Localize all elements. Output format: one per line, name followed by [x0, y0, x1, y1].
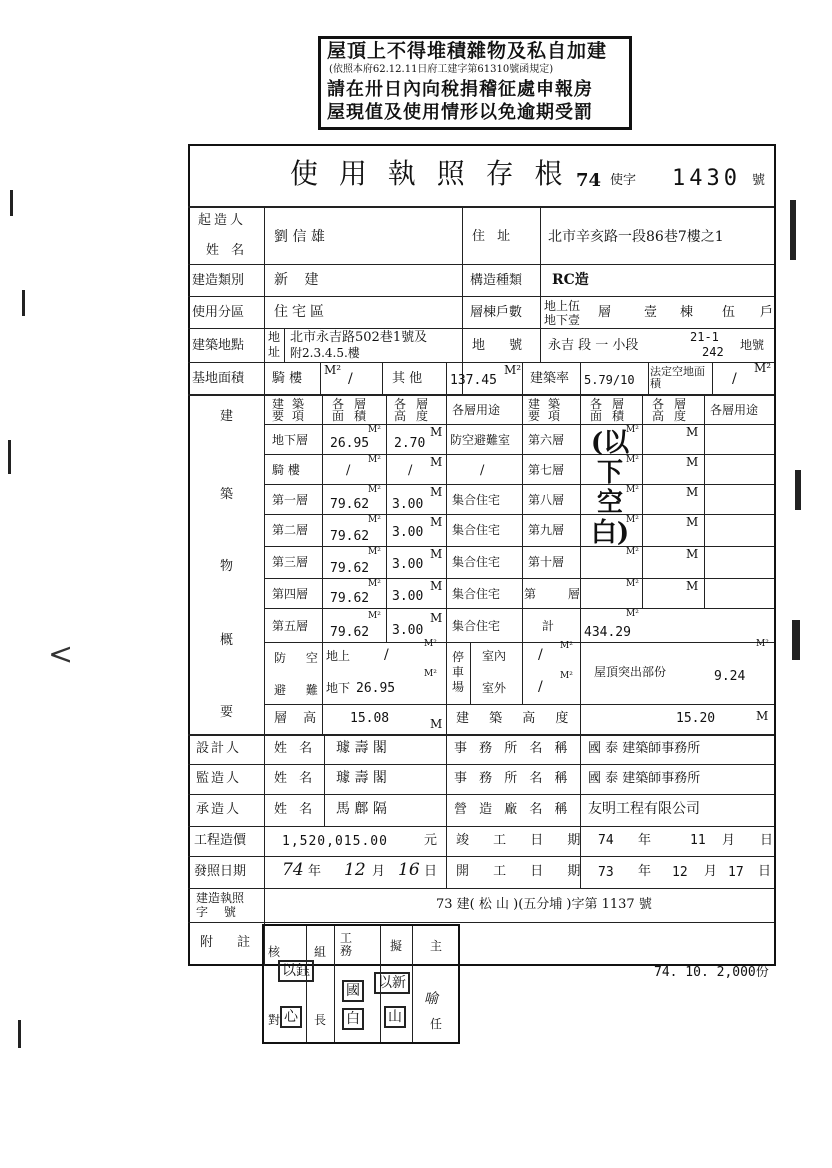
permit-ref-label-bottom: 字 號: [196, 905, 242, 919]
issue-year: 74: [282, 860, 304, 880]
completion-label: 竣 工 日 期: [456, 833, 591, 848]
shelter-label-top: 防 空: [274, 651, 326, 665]
floor-name: 地下層: [272, 433, 309, 447]
storey-label: 層 高: [274, 711, 323, 726]
issue-label: 發照日期: [194, 864, 247, 879]
unit: M²: [626, 547, 639, 557]
start-day-unit: 日: [758, 864, 772, 879]
building-height-label: 建 築 高 度: [456, 711, 577, 726]
designer-office-label: 事 務 所 名 稱: [454, 741, 572, 756]
shelter-below-label: 地下: [326, 681, 351, 695]
floor-name-right: 第八層: [528, 493, 565, 507]
scan-mark: [795, 470, 801, 510]
other-label: 其 他: [392, 371, 423, 386]
col-height-right: 各層高度: [652, 397, 697, 423]
approval-check-label: 核: [268, 945, 281, 959]
floor-area-unit: M²: [368, 515, 381, 525]
building-height-value: 15.20: [676, 711, 716, 726]
shelter-above-unit: M²: [424, 639, 437, 649]
unit: M²: [626, 455, 639, 465]
chief-seal-2: 白: [342, 1008, 364, 1030]
completion-day-unit: 日: [760, 833, 774, 848]
owner-name: 劉 信 雄: [274, 229, 325, 245]
floor-height: 3.00: [392, 525, 424, 540]
floor-height: 3.00: [392, 557, 424, 572]
parking-outdoor-unit: M²: [560, 671, 573, 681]
reviewer-seal-2: 心: [280, 1006, 302, 1028]
address-label: 住 址: [472, 229, 515, 244]
floor-use: /: [480, 463, 485, 478]
floor-height-unit: M: [430, 515, 443, 529]
unit: M²: [626, 515, 639, 525]
lot-suffix: 地號: [740, 338, 765, 352]
floor-height-unit: M: [430, 425, 443, 439]
unit: M: [686, 579, 699, 593]
household-count: 伍: [722, 305, 736, 320]
site-sub-top: 地: [268, 330, 281, 344]
unit: M²: [626, 609, 639, 619]
designer-name-label: 姓 名: [274, 741, 317, 756]
supervisor-name: 璩 壽 閣: [336, 770, 387, 786]
start-label: 開 工 日 期: [456, 864, 591, 879]
floor-area: 79.62: [330, 561, 370, 576]
floors-label: 層棟戶數: [470, 305, 523, 320]
approval-head-label-2: 任: [430, 1017, 443, 1031]
storey-unit: M: [430, 717, 443, 731]
unit: M: [686, 485, 699, 499]
roof-unit: M²: [756, 639, 769, 649]
col-item-left: 建築要項: [272, 397, 313, 423]
building-label-3: 物: [220, 559, 234, 574]
shelter-below-unit: M²: [424, 669, 437, 679]
structure-label: 構造種類: [470, 273, 523, 288]
owner-label-bottom: 姓 名: [206, 243, 249, 258]
scan-mark: [8, 440, 11, 474]
scan-mark: [18, 1020, 21, 1048]
col-use-left: 各層用途: [452, 403, 501, 417]
scan-mark: [792, 620, 800, 660]
contractor-name: 馬 鄜 隔: [336, 801, 387, 817]
parking-indoor-label: 室內: [482, 649, 507, 663]
col-use-right: 各層用途: [710, 403, 759, 417]
floor-height-unit: M: [430, 611, 443, 625]
floor-area-unit: M²: [368, 425, 381, 435]
col-area-left: 各層面積: [332, 397, 377, 423]
site-address-1: 北市永吉路502巷1號及: [290, 330, 428, 345]
floor-name: 第二層: [272, 523, 309, 537]
approval-group-label: 組: [314, 945, 327, 959]
unit: M: [686, 547, 699, 561]
designer-name: 璩 壽 閣: [336, 740, 387, 756]
building-label-2: 築: [220, 487, 234, 502]
completion-month-unit: 月: [722, 833, 736, 848]
unit: M²: [626, 579, 639, 589]
coverage-label: 建築率: [530, 371, 570, 386]
legal-open-value: /: [732, 371, 737, 387]
floor-area: 79.62: [330, 497, 370, 512]
issue-month: 12: [344, 860, 366, 880]
shelter-below-value: 26.95: [356, 681, 396, 696]
floor-height-unit: M: [430, 579, 443, 593]
issue-day-unit: 日: [424, 864, 438, 879]
floor-name: 騎 樓: [272, 463, 300, 477]
contractor-label: 承造人: [196, 802, 242, 817]
reviewer-seal: 以鈺: [278, 960, 314, 982]
lot-number-1: 21-1: [690, 330, 719, 344]
floor-area: 79.62: [330, 529, 370, 544]
arcade-value: /: [348, 371, 353, 387]
designer-office: 國 泰 建築師事務所: [588, 741, 701, 756]
floor-use: 集合住宅: [452, 587, 501, 601]
lot-section: 永吉 段 一 小段: [548, 338, 639, 353]
floor-height-unit: M: [430, 547, 443, 561]
other-unit: M²: [504, 363, 522, 377]
floor-area-unit: M²: [368, 579, 381, 589]
floor-height-unit: M: [430, 455, 443, 469]
floor-area: /: [346, 463, 351, 478]
building-label-5: 要: [220, 705, 234, 720]
other-value: 137.45: [450, 373, 497, 388]
floor-height: 3.00: [392, 589, 424, 604]
site-label: 建築地點: [192, 338, 245, 353]
start-year-unit: 年: [638, 864, 652, 879]
floor-name-right: 計: [542, 619, 555, 633]
floor-area: 26.95: [330, 436, 370, 451]
floor-name-right: 第九層: [528, 523, 565, 537]
storey-value: 15.08: [350, 711, 390, 726]
completion-year-unit: 年: [638, 833, 652, 848]
drafter-seal-2: 山: [384, 1006, 406, 1028]
start-day: 17: [728, 865, 744, 880]
building-count: 壹: [644, 305, 658, 320]
floor-use: 集合住宅: [452, 523, 501, 537]
notice-line-4: 屋現值及使用情形以免逾期受罰: [327, 102, 593, 123]
building-height-unit: M: [756, 709, 769, 723]
floor-area: 79.62: [330, 591, 370, 606]
floor-use: 集合住宅: [452, 555, 501, 569]
area-label: 基地面積: [192, 371, 245, 386]
cost-value: 1,520,015.00: [282, 834, 388, 849]
zone-label: 使用分區: [192, 305, 245, 320]
drafter-seal: 以新: [374, 972, 410, 994]
supervisor-name-label: 姓 名: [274, 771, 317, 786]
floor-area: 79.62: [330, 625, 370, 640]
zone-value: 住宅區: [274, 304, 328, 320]
floor-height: 3.00: [392, 623, 424, 638]
coverage-value: 5.79/10: [584, 373, 635, 387]
contractor-office: 友明工程有限公司: [588, 801, 700, 817]
floor-name-right: 第 層: [524, 587, 594, 601]
floors-below: 地下壹: [544, 313, 581, 327]
floor-use: 防空避難室: [450, 433, 511, 447]
start-month: 12: [672, 865, 688, 880]
floors-above: 地上伍: [544, 299, 581, 313]
permit-suffix: 號: [752, 173, 766, 188]
completion-month: 11: [690, 833, 706, 848]
unit: M: [686, 515, 699, 529]
build-type: 新 建: [274, 272, 325, 288]
permit-prefix: 使字: [610, 173, 637, 188]
roof-value: 9.24: [714, 669, 746, 684]
approval-head-label: 主: [430, 939, 443, 953]
parking-outdoor-label: 室外: [482, 681, 507, 695]
shelter-label-bottom: 避 難: [274, 683, 326, 697]
scan-mark: [10, 190, 13, 216]
lot-number-2: 242: [702, 345, 724, 359]
approval-draft-label: 擬: [390, 939, 403, 953]
supervisor-office: 國 泰 建築師事務所: [588, 771, 701, 786]
floor-name-right: 第七層: [528, 463, 565, 477]
floor-height: /: [408, 463, 413, 478]
floor-height-unit: M: [430, 485, 443, 499]
site-address-2: 附2.3.4.5.樓: [290, 346, 360, 360]
site-sub-bottom: 址: [268, 345, 281, 359]
head-signature: 喻: [424, 991, 438, 1007]
shelter-above-value: /: [384, 647, 389, 663]
building-label-1: 建: [220, 409, 234, 424]
lot-label: 地 號: [472, 338, 533, 353]
parking-indoor-unit: M²: [560, 641, 573, 651]
permit-year: 74: [576, 170, 602, 191]
floor-name: 第四層: [272, 587, 309, 601]
permit-ref-label-top: 建造執照: [196, 891, 245, 905]
notice-line-1: 屋頂上不得堆積雜物及私自加建: [327, 40, 608, 62]
household-unit: 戶: [760, 305, 774, 320]
issue-day: 16: [398, 860, 420, 880]
contractor-office-label: 營 造 廠 名 稱: [454, 802, 572, 817]
approval-check-label-2: 對: [268, 1013, 281, 1027]
notice-line-2: (依照本府62.12.11日府工建字第61310號函規定): [329, 64, 554, 75]
note-label: 附 註: [200, 935, 261, 950]
parking-outdoor-value: /: [538, 679, 543, 695]
scan-mark: [22, 290, 25, 316]
floor-height: 2.70: [394, 436, 426, 451]
floor-name-right: 第十層: [528, 555, 565, 569]
unit: M²: [626, 485, 639, 495]
total-area: 434.29: [584, 625, 631, 640]
floor-name: 第五層: [272, 619, 309, 633]
notice-line-3: 請在卅日內向稅捐稽征處申報房: [327, 79, 593, 100]
contractor-name-label: 姓 名: [274, 802, 317, 817]
unit: M: [686, 425, 699, 439]
floors-unit: 層: [598, 305, 612, 320]
arcade-label: 騎 樓: [272, 371, 303, 386]
issue-month-unit: 月: [372, 864, 386, 879]
legal-open-label: 法定空地面積: [650, 365, 705, 390]
supervisor-label: 監造人: [196, 771, 242, 786]
legal-open-unit: M²: [754, 361, 772, 375]
floor-area-unit: M²: [368, 611, 381, 621]
unit: M²: [626, 425, 639, 435]
owner-address: 北市辛亥路一段86巷7樓之1: [548, 229, 724, 245]
floor-area-unit: M²: [368, 455, 381, 465]
blank-note: (以下空白): [590, 428, 630, 548]
roof-label: 屋頂突出部份: [594, 665, 667, 679]
owner-label-top: 起造人: [198, 213, 247, 228]
scan-mark: <: [48, 637, 74, 672]
approval-chief-label: 長: [314, 1013, 327, 1027]
structure-type: RC造: [552, 272, 589, 288]
floor-use: 集合住宅: [452, 619, 501, 633]
unit: M: [686, 455, 699, 469]
scan-mark: [790, 200, 796, 260]
start-month-unit: 月: [704, 864, 718, 879]
chief-seal: 國: [342, 980, 364, 1002]
parking-label: 停車場: [452, 650, 465, 694]
col-area-right: 各層面積: [590, 397, 635, 423]
building-unit: 棟: [680, 305, 694, 320]
floor-name-right: 第六層: [528, 433, 565, 447]
col-item-right: 建築要項: [528, 397, 569, 423]
supervisor-office-label: 事 務 所 名 稱: [454, 771, 572, 786]
completion-year: 74: [598, 833, 614, 848]
floor-area-unit: M²: [368, 485, 381, 495]
permit-ref-value: 73 建( 松 山 )(五分埔 )字第 1137 號: [436, 897, 652, 912]
issue-year-unit: 年: [308, 864, 322, 879]
approval-works-label: 工務: [340, 931, 353, 958]
build-type-label: 建造類別: [192, 273, 245, 288]
cost-unit: 元: [424, 833, 438, 848]
floor-name: 第一層: [272, 493, 309, 507]
col-height-left: 各層高度: [394, 397, 439, 423]
parking-indoor-value: /: [538, 647, 543, 663]
form-title: 使 用 執 照 存 根: [290, 157, 569, 190]
floor-height: 3.00: [392, 497, 424, 512]
notice-stamp: [318, 36, 632, 130]
print-footer: 74. 10. 2,000份: [654, 965, 769, 980]
arcade-unit: M²: [324, 363, 342, 377]
floor-name: 第三層: [272, 555, 309, 569]
designer-label: 設計人: [196, 741, 242, 756]
floor-use: 集合住宅: [452, 493, 501, 507]
building-label-4: 概: [220, 633, 234, 648]
permit-number: 1430: [672, 166, 741, 191]
cost-label: 工程造價: [194, 833, 247, 848]
start-year: 73: [598, 865, 614, 880]
floor-area-unit: M²: [368, 547, 381, 557]
approval-box: [262, 924, 460, 1044]
shelter-above-label: 地上: [326, 649, 351, 663]
